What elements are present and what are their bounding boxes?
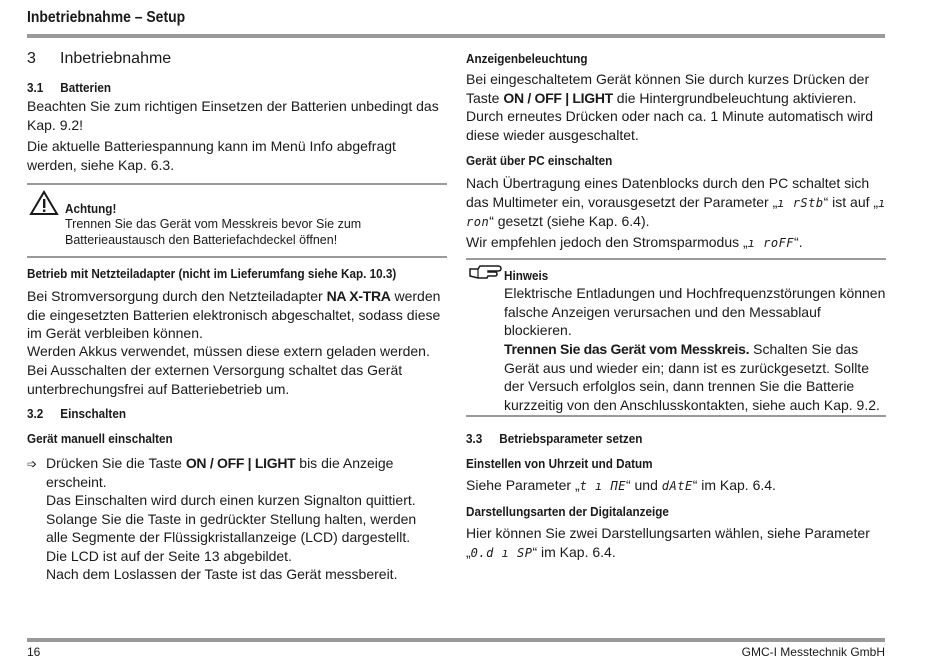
section-number: 3.1 [27, 80, 44, 95]
pc-paragraph-2 [466, 233, 886, 253]
netzteil-paragraph-2: Werden Akkus verwendet, müssen diese extern geladen werden. [27, 343, 430, 359]
emphasis-text: Trennen Sie das Gerät vom Messkreis. [504, 341, 750, 357]
text-run: Nach Übertragung eines Datenblocks durch den PC schaltet sich das Multimeter ein, vorausgesetzt der Parameter „ [466, 175, 870, 210]
text-run: Schalten Sie das Gerät aus und wieder ein; dann ist es zurückgesetzt. Sollte der Versuch erfolglos sein, dann trennen Sie die Batterie kurzzeitig von den Anschlusskontakten, siehe auch Kap. 9.2. [504, 341, 880, 413]
section-3-1-heading [27, 80, 111, 95]
section-3-heading [27, 50, 171, 68]
section-title: Batterien [60, 80, 112, 95]
hint-paragraph-1: Elektrische Entladungen und Hochfrequenzstörungen können falsche Anzeigen verursachen und den Messablauf blockieren. [504, 285, 886, 338]
arrow-bullet-icon: ➩ [27, 457, 38, 471]
warning-title: Achtung! [65, 201, 117, 216]
key-label: ON / OFF | LIGHT [503, 89, 613, 106]
text-run: “ und [625, 477, 662, 493]
section-number: 3.2 [27, 406, 44, 421]
pointing-hand-icon [468, 264, 502, 280]
text-run: Hier können Sie zwei Darstellungsarten wählen, siehe Parameter „ [466, 525, 870, 560]
display-modes-paragraph [466, 524, 886, 562]
warning-text: Trennen Sie das Gerät vom Messkreis bevor Sie zum Batterieaustausch den Batteriefachdeckel öffnen! [65, 217, 362, 247]
text-run: Wir empfehlen jedoch den Stromsparmodus „ [466, 234, 748, 250]
pc-paragraph-1 [466, 174, 886, 232]
section-3-3-heading [466, 431, 642, 446]
pc-power-on-heading: Gerät über PC einschalten [466, 153, 613, 168]
backlight-paragraph [466, 70, 886, 144]
company-name: GMC-I Messtechnik GmbH [741, 645, 885, 659]
text-run: “ im Kap. 6.4. [692, 477, 776, 493]
text-run: Siehe Parameter „ [466, 477, 580, 493]
power-on-steps [46, 454, 448, 584]
manual-power-on-heading: Gerät manuell einschalten [27, 431, 173, 446]
warning-triangle-icon [29, 190, 59, 216]
warning-bottom-rule [27, 256, 447, 258]
section-title: Betriebsparameter setzen [499, 431, 643, 446]
hint-bottom-rule [466, 415, 886, 417]
step-line-5: Die LCD ist auf der Seite 13 abgebildet. [46, 547, 292, 564]
step-line-4: alle Segmente der Flüssigkristallanzeige (LCD) dargestellt. [46, 529, 411, 545]
text-run: bis die Anzeige erscheint. [46, 455, 394, 490]
text-run: Bei eingeschaltetem Gerät können Sie durch kurzes Drücken der Taste [466, 71, 870, 106]
lcd-parameter: ı rStb [777, 195, 824, 210]
step-line-2: Das Einschalten wird durch einen kurzen Signalton quittiert. [46, 492, 416, 508]
backlight-heading: Anzeigenbeleuchtung [466, 51, 588, 66]
hint-top-rule [466, 258, 886, 260]
page-header-title: Inbetriebnahme – Setup [27, 9, 186, 26]
hint-title: Hinweis [504, 268, 549, 283]
product-name: NA X-TRA [326, 288, 391, 304]
battery-paragraph-2: Die aktuelle Batteriespannung kann im Menü Info abgefragt werden, siehe Kap. 6.3. [27, 138, 396, 173]
text-run: “ ist auf „ [823, 193, 879, 210]
hint-paragraph-2 [504, 340, 886, 414]
battery-paragraph-1: Beachten Sie zum richtigen Einsetzen der Batterien unbedingt das Kap. 9.2! [27, 98, 439, 133]
netzteil-heading: Betrieb mit Netzteiladapter (nicht im Lieferumfang siehe Kap. 10.3) [27, 266, 397, 281]
lcd-parameter: ı roFF [747, 236, 795, 250]
step-line-3: Solange Sie die Taste in gedrückter Stellung halten, werden [46, 510, 417, 527]
time-date-paragraph [466, 476, 886, 496]
text-run: Bei Stromversorgung durch den Netzteiladapter [27, 288, 327, 304]
footer-rule [27, 638, 885, 642]
netzteil-paragraph-1 [27, 287, 447, 343]
text-run: “. [794, 234, 803, 250]
text-run: werden die eingesetzten Batterien elektronisch abgeschaltet, sodass diese im Gerät verbleiben können. [27, 288, 441, 341]
step-line-1 [46, 454, 448, 491]
section-number: 3 [27, 50, 36, 67]
text-run: “ gesetzt (siehe Kap. 6.4). [489, 213, 650, 229]
time-date-heading: Einstellen von Uhrzeit und Datum [466, 456, 653, 471]
section-title: Einschalten [60, 406, 126, 421]
lcd-parameter: t ı ΠE [579, 479, 626, 493]
section-3-2-heading [27, 406, 126, 421]
display-modes-heading: Darstellungsarten der Digitalanzeige [466, 504, 669, 519]
step-line-6: Nach dem Loslassen der Taste ist das Gerät messbereit. [46, 566, 398, 582]
text-run: die Hintergrundbeleuchtung aktivieren. Durch erneutes Drücken oder nach ca. 1 Minute automatisch wird diese wieder ausgeschaltet. [466, 89, 873, 143]
text-run: “ im Kap. 6.4. [532, 543, 616, 560]
page-number: 16 [27, 645, 41, 659]
lcd-parameter: 0.d ı SP [470, 545, 533, 560]
section-number: 3.3 [466, 431, 483, 446]
header-rule [27, 34, 885, 38]
lcd-parameter: ı ron [466, 195, 886, 229]
text-run: Drücken Sie die Taste [46, 455, 186, 471]
netzteil-paragraph-3: Bei Ausschalten der externen Versorgung schaltet das Gerät unterbrechungsfrei auf Batteriebetrieb um. [27, 362, 403, 397]
key-label: ON / OFF | LIGHT [185, 455, 296, 471]
section-title: Inbetriebnahme [60, 50, 172, 67]
warning-top-rule [27, 183, 447, 185]
lcd-parameter: dAtE [661, 479, 693, 493]
